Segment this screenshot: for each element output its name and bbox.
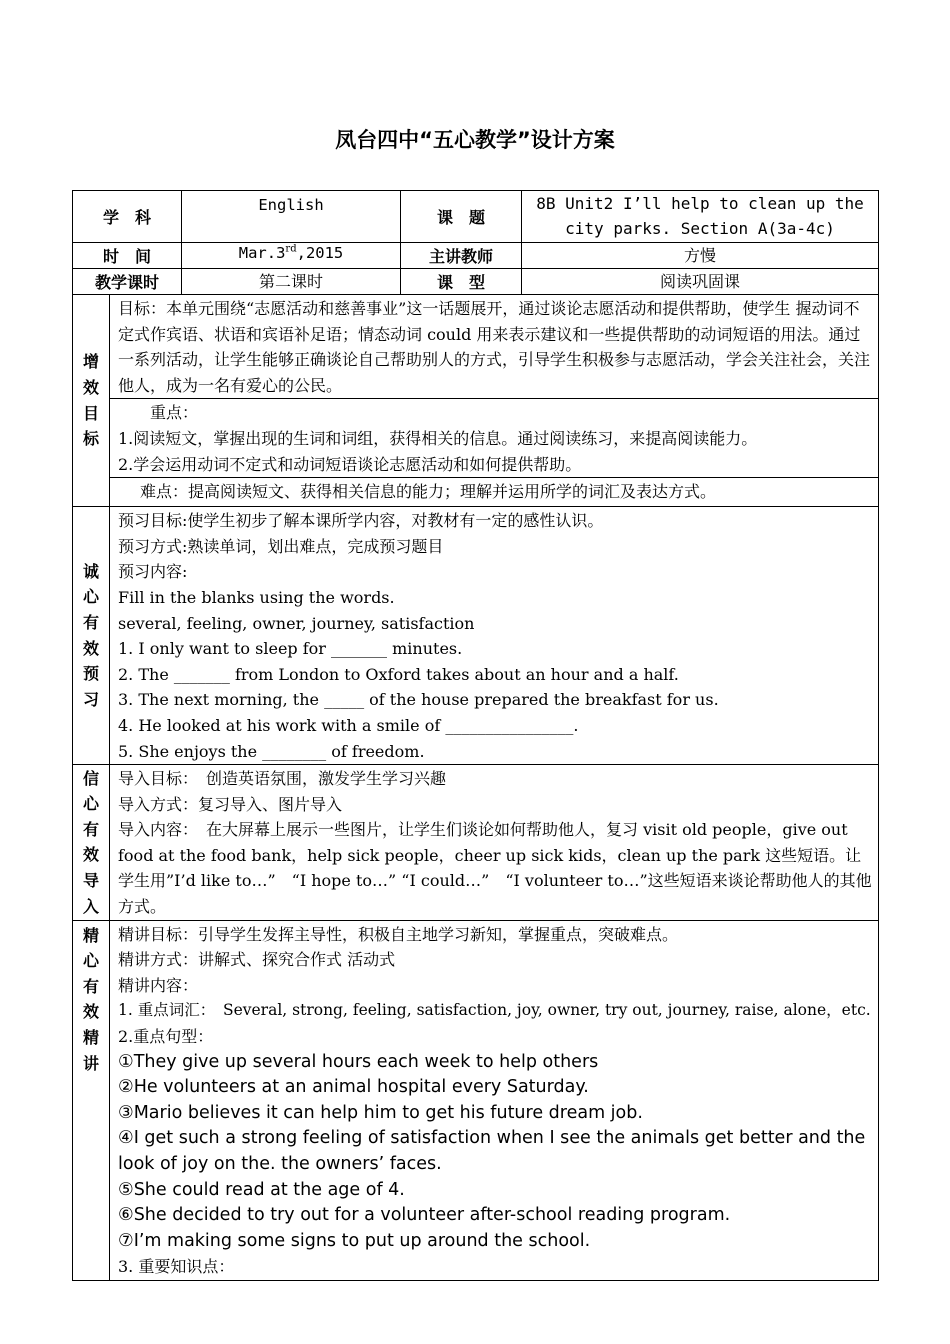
lecture-points-title: 3. 重要知识点：	[118, 1257, 235, 1277]
preview-line: 1. I only want to sleep for _______ minutes.	[118, 639, 463, 659]
preview-label	[73, 507, 110, 765]
preview-label-char: 效	[82, 638, 99, 658]
topic-value	[522, 191, 879, 243]
intro-label-char: 入	[82, 896, 99, 916]
lecture-vocab: 1. 重点词汇： Several, strong, feeling, satisfaction, joy, owner, try out, journey, raise, alone，etc.	[118, 1001, 871, 1020]
row-period	[73, 269, 879, 295]
lecture-sentence: ⑥She decided to try out for a volunteer after-school reading program.	[118, 1205, 731, 1226]
lecture-label-char: 有	[82, 976, 99, 996]
preview-line: 预习内容:	[118, 562, 188, 582]
subject-label: 学 科	[73, 191, 182, 243]
lecture-sentence: ②He volunteers at an animal hospital every Saturday.	[118, 1077, 589, 1098]
lecture-label-char: 心	[82, 951, 99, 971]
lecture-sentence: ⑤She could read at the age of 4.	[118, 1179, 405, 1200]
preview-label-char: 有	[82, 613, 99, 633]
goals-key-row	[73, 399, 879, 478]
time-value-year: ,2015	[296, 244, 344, 262]
intro-label-char: 导	[82, 870, 99, 890]
topic-label: 课 题	[401, 191, 522, 243]
topic-value-line1: 8B Unit2 I’ll help to clean up the	[536, 194, 864, 213]
goals-difficult-cell	[110, 478, 879, 507]
preview-cell	[110, 507, 879, 765]
lecture-goal: 精讲目标：引导学生发挥主导性，积极自主地学习新知，掌握重点，突破难点。	[118, 924, 679, 944]
lesson-plan-table	[72, 190, 879, 1281]
subject-value	[182, 191, 401, 243]
preview-line: 3. The next morning, the _____ of the house prepared the breakfast for us.	[118, 690, 719, 710]
lecture-method: 精讲方式：讲解式、探究合作式 活动式	[118, 950, 396, 970]
time-value	[182, 243, 401, 269]
goals-key-title: 重点：	[150, 403, 199, 423]
goals-objective-row	[73, 295, 879, 399]
preview-line: Fill in the blanks using the words.	[118, 587, 395, 607]
intro-label-char: 效	[82, 845, 99, 865]
topic-value-line2: city parks. Section A(3a-4c)	[565, 219, 835, 238]
intro-goal: 导入目标： 创造英语氛围，激发学生学习兴趣	[118, 769, 447, 789]
lecture-row	[73, 920, 879, 1280]
goals-label	[73, 295, 110, 507]
period-value: 第二课时	[182, 269, 401, 295]
period-label: 教学课时	[73, 269, 182, 295]
preview-line: 预习目标:使学生初步了解本课所学内容，对教材有一定的感性认识。	[118, 511, 604, 531]
preview-label-char: 诚	[82, 561, 99, 581]
lecture-label-char: 精	[82, 1028, 99, 1048]
lecture-sentence: ⑦I’m making some signs to put up around the school.	[118, 1230, 591, 1251]
goals-key-1: 1.阅读短文，掌握出现的生词和词组，获得相关的信息。通过阅读练习，来提高阅读能力。	[118, 428, 758, 448]
lecture-sentence: ④I get such a strong feeling of satisfaction when I see the animals get better and the look of joy on the. the owners’ faces.	[118, 1128, 866, 1174]
lecture-content-title: 精讲内容：	[118, 975, 199, 995]
preview-line: 5. She enjoys the ________ of freedom.	[118, 741, 425, 761]
intro-label-char: 心	[82, 794, 99, 814]
goals-key-2: 2.学会运用动词不定式和动词短语谈论志愿活动和如何提供帮助。	[118, 454, 582, 474]
preview-line: 预习方式:熟读单词，划出难点，完成预习题目	[118, 536, 444, 556]
goals-label-char: 目	[82, 403, 99, 423]
lecture-sentence-title: 2.重点句型：	[118, 1027, 214, 1047]
preview-row	[73, 507, 879, 765]
lecture-label	[73, 920, 110, 1280]
preview-label-char: 习	[82, 689, 99, 709]
goals-difficult-row	[73, 478, 879, 507]
time-label: 时 间	[73, 243, 182, 269]
goals-difficult: 难点：提高阅读短文、获得相关信息的能力；理解并运用所学的词汇及表达方式。	[140, 482, 717, 502]
intro-label	[73, 765, 110, 921]
intro-label-char: 有	[82, 819, 99, 839]
goals-objective-cell	[110, 295, 879, 399]
preview-line: several, feeling, owner, journey, satisfaction	[118, 613, 475, 633]
row-time	[73, 243, 879, 269]
subject-value-text: English	[258, 196, 324, 214]
goals-label-char: 效	[82, 377, 99, 397]
goals-objective: 目标：本单元围绕“志愿活动和慈善事业”这一话题展开，通过谈论志愿活动和提供帮助，使学生 握动词不定式作宾语、状语和宾语补足语；情态动词 could 用来表示建议和一些提供帮助的动词短语的用法。通过一系列活动，让学生能够正确谈论自己帮助别人的方式，引导学生积极参与志愿活动，学会关注社会，关注他人，成为一名有爱心的公民。	[118, 299, 871, 395]
lecture-label-char: 讲	[82, 1053, 99, 1073]
lecture-label-char: 效	[82, 1002, 99, 1022]
lecture-sentence: ③Mario believes it can help him to get his future dream job.	[118, 1102, 643, 1123]
preview-label-char: 预	[82, 664, 99, 684]
goals-key-cell	[110, 399, 879, 478]
intro-cell	[110, 765, 879, 921]
intro-label-char: 信	[82, 768, 99, 788]
page-title: 凤台四中“五心教学”设计方案	[335, 128, 615, 152]
time-value-sup: rd	[285, 243, 297, 255]
preview-line: 2. The _______ from London to Oxford takes about an hour and a half.	[118, 664, 679, 684]
intro-row	[73, 765, 879, 921]
row-subject	[73, 191, 879, 243]
type-label: 课 型	[401, 269, 522, 295]
lecture-cell	[110, 920, 879, 1280]
intro-method: 导入方式：复习导入、图片导入	[118, 794, 343, 814]
lecture-label-char: 精	[82, 925, 99, 945]
type-value: 阅读巩固课	[522, 269, 879, 295]
goals-label-char: 增	[82, 352, 99, 372]
intro-content: 导入内容： 在大屏幕上展示一些图片，让学生们谈论如何帮助他人，复习 visit old people，give out food at the food bank，help sick people，cheer up sick kids，clean up the park 这些短语。让学生用”I’d like to…” “I hope to…” “I could…” “I volunteer to…”这些短语来谈论帮助他人的其他方式。	[118, 820, 872, 917]
teacher-value: 方慢	[522, 243, 879, 269]
preview-label-char: 心	[82, 587, 99, 607]
lecture-sentence: ①They give up several hours each week to help others	[118, 1051, 599, 1072]
preview-line: 4. He looked at his work with a smile of ________________.	[118, 715, 579, 735]
teacher-label: 主讲教师	[401, 243, 522, 269]
goals-label-char: 标	[82, 429, 99, 449]
time-value-main: Mar.3	[238, 244, 286, 262]
